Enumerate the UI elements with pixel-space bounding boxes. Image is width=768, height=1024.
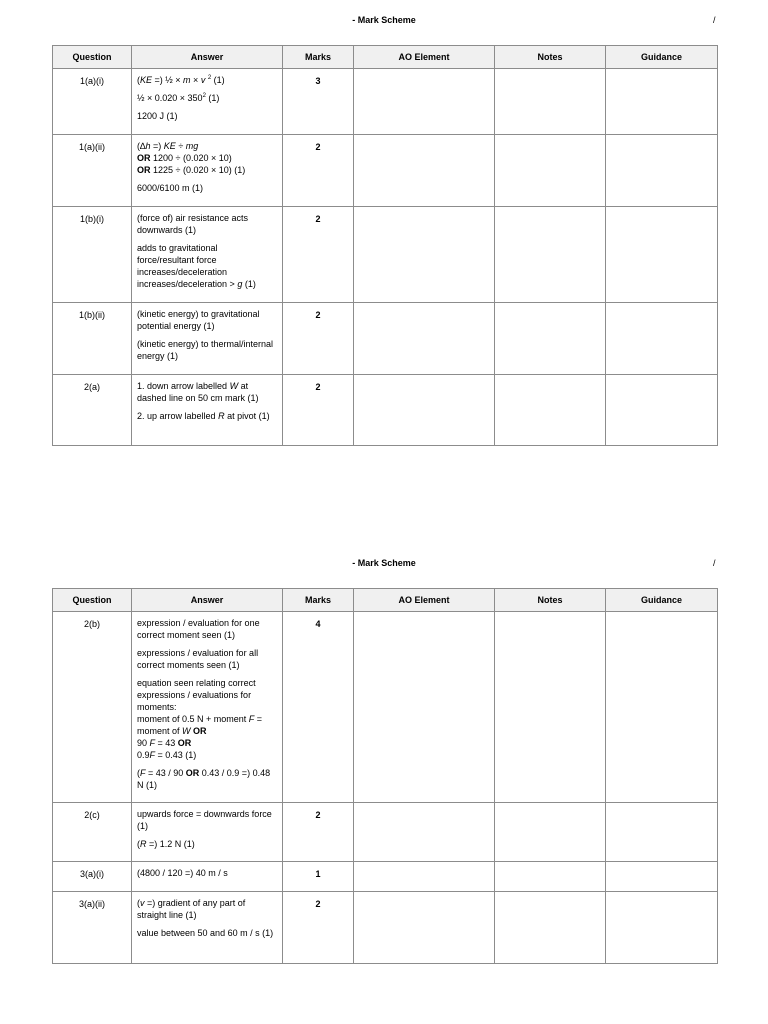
answer-cell (132, 375, 283, 446)
answer-line: OR 1200 ÷ (0.020 × 10) (137, 153, 232, 163)
answer-line: 6000/6100 m (1) (137, 183, 204, 193)
answer-line: equation seen relating correct expressions / evaluations for moments: (137, 678, 256, 712)
page-header-title: - Mark Scheme (352, 558, 416, 568)
answer-line: (F = 43 / 90 OR 0.43 / 0.9 =) 0.48 N (1) (137, 768, 271, 790)
table-row (53, 135, 718, 207)
table-header-row (53, 589, 718, 612)
answer-line: 1. down arrow labelled W at dashed line on 50 cm mark (1) (137, 381, 259, 403)
guidance-cell (606, 303, 718, 375)
question-cell: 1(b)(ii) (53, 303, 132, 375)
table-row (53, 862, 718, 892)
ao-element-cell (354, 135, 495, 207)
question-cell: 2(c) (53, 803, 132, 862)
question-cell: 3(a)(ii) (53, 892, 132, 964)
guidance-cell (606, 862, 718, 892)
answer-line: (kinetic energy) to gravitational potential energy (1) (137, 309, 260, 331)
notes-cell (495, 892, 606, 964)
table-row (53, 303, 718, 375)
marks-cell: 2 (283, 207, 354, 303)
answer-cell (132, 207, 283, 303)
answer-line: 90 F = 43 OR (137, 738, 192, 748)
column-header-question: Question (53, 46, 132, 69)
notes-cell (495, 303, 606, 375)
mark-scheme-table (52, 588, 718, 964)
answer-cell (132, 135, 283, 207)
column-header-question: Question (53, 589, 132, 612)
column-header-answer: Answer (132, 46, 283, 69)
guidance-cell (606, 207, 718, 303)
answer-line: 2. up arrow labelled R at pivot (1) (137, 411, 270, 421)
notes-cell (495, 207, 606, 303)
answer-cell (132, 612, 283, 803)
notes-cell (495, 612, 606, 803)
marks-cell: 2 (283, 375, 354, 446)
page-header-slash: / (713, 15, 716, 25)
answer-cell (132, 862, 283, 892)
marks-cell: 2 (283, 892, 354, 964)
column-header-marks: Marks (283, 46, 354, 69)
table-row (53, 892, 718, 964)
answer-line: (force of) air resistance acts downwards (1) (137, 213, 249, 235)
column-header-notes: Notes (495, 589, 606, 612)
guidance-cell (606, 803, 718, 862)
ao-element-cell (354, 207, 495, 303)
table-row (53, 375, 718, 446)
table-row (53, 207, 718, 303)
answer-line: moment of 0.5 N + moment F = moment of W OR (137, 714, 263, 736)
guidance-cell (606, 375, 718, 446)
column-header-ao-element: AO Element (354, 46, 495, 69)
answer-cell (132, 892, 283, 964)
page-header-title: - Mark Scheme (352, 15, 416, 25)
marks-cell: 2 (283, 303, 354, 375)
column-header-notes: Notes (495, 46, 606, 69)
answer-line: value between 50 and 60 m / s (1) (137, 928, 274, 938)
table-row (53, 803, 718, 862)
notes-cell (495, 862, 606, 892)
ao-element-cell (354, 892, 495, 964)
answer-line: expressions / evaluation for all correct moments seen (1) (137, 648, 259, 670)
answer-cell (132, 803, 283, 862)
answer-line: (∆h =) KE ÷ mg (137, 141, 199, 151)
marks-cell: 4 (283, 612, 354, 803)
mark-scheme-table (52, 45, 718, 446)
ao-element-cell (354, 862, 495, 892)
question-cell: 1(a)(ii) (53, 135, 132, 207)
answer-line: adds to gravitational force/resultant force increases/deceleration increases/deceleration > g (1) (137, 243, 256, 289)
marks-cell: 2 (283, 803, 354, 862)
column-header-ao-element: AO Element (354, 589, 495, 612)
ao-element-cell (354, 803, 495, 862)
marks-cell: 2 (283, 135, 354, 207)
column-header-guidance: Guidance (606, 589, 718, 612)
answer-line: OR 1225 ÷ (0.020 × 10) (1) (137, 165, 246, 175)
marks-cell: 3 (283, 69, 354, 135)
answer-line: 1200 J (1) (137, 111, 178, 121)
answer-line: upwards force = downwards force (1) (137, 809, 272, 831)
guidance-cell (606, 612, 718, 803)
answer-line: (4800 / 120 =) 40 m / s (137, 868, 228, 878)
answer-line: expression / evaluation for one correct moment seen (1) (137, 618, 260, 640)
question-cell: 1(b)(i) (53, 207, 132, 303)
answer-line: (KE =) ½ × m × v $^2$ (1) (137, 75, 225, 85)
ao-element-cell (354, 612, 495, 803)
guidance-cell (606, 69, 718, 135)
column-header-answer: Answer (132, 589, 283, 612)
guidance-cell (606, 135, 718, 207)
answer-line: ½ × $0.020 \times 350^2$ (1) (137, 93, 220, 103)
table-row (53, 612, 718, 803)
question-cell: 1(a)(i) (53, 69, 132, 135)
question-cell: 2(b) (53, 612, 132, 803)
answer-cell (132, 303, 283, 375)
answer-line: (R =) 1.2 N (1) (137, 839, 195, 849)
ao-element-cell (354, 375, 495, 446)
column-header-marks: Marks (283, 589, 354, 612)
ao-element-cell (354, 69, 495, 135)
notes-cell (495, 135, 606, 207)
question-cell: 2(a) (53, 375, 132, 446)
table-header-row (53, 46, 718, 69)
notes-cell (495, 803, 606, 862)
guidance-cell (606, 892, 718, 964)
page-header-slash: / (713, 558, 716, 568)
notes-cell (495, 69, 606, 135)
answer-line: 0.9F = 0.43 (1) (137, 750, 197, 760)
answer-line: (kinetic energy) to thermal/internal energy (1) (137, 339, 274, 361)
answer-line: (v =) gradient of any part of straight line (1) (137, 898, 246, 920)
answer-cell (132, 69, 283, 135)
column-header-guidance: Guidance (606, 46, 718, 69)
notes-cell (495, 375, 606, 446)
ao-element-cell (354, 303, 495, 375)
question-cell: 3(a)(i) (53, 862, 132, 892)
table-row (53, 69, 718, 135)
marks-cell: 1 (283, 862, 354, 892)
